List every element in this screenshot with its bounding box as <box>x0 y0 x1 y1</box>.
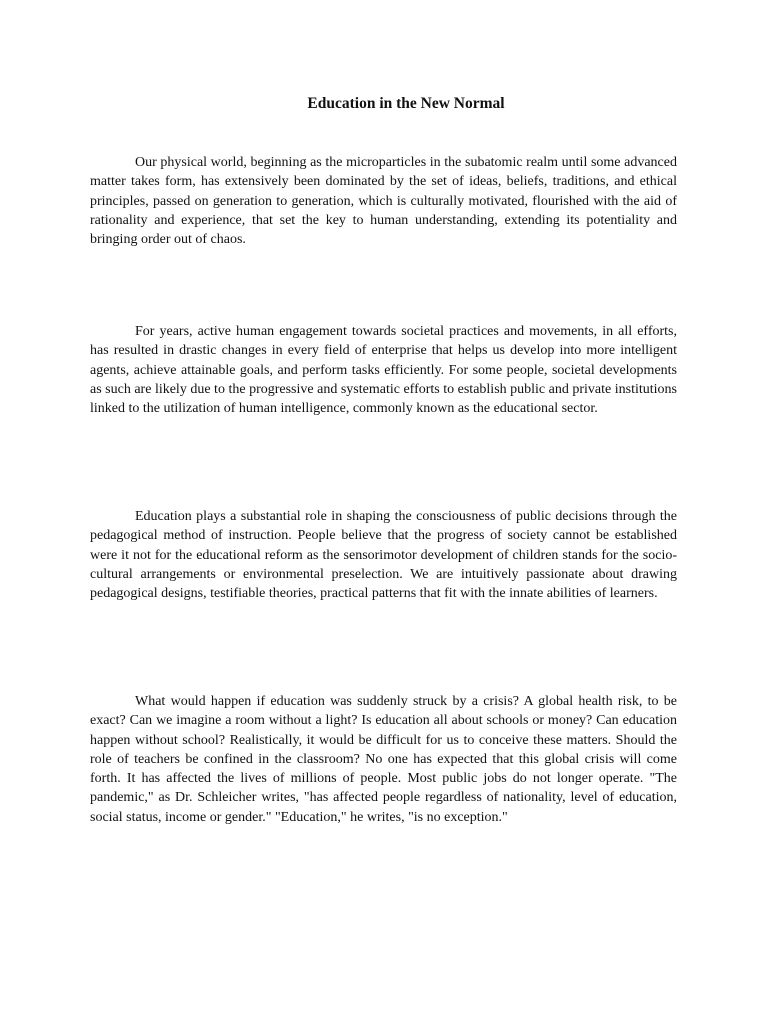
paragraph-1: Our physical world, beginning as the microparticles in the subatomic realm until some advanced matter takes form, has extensively been dominated by the set of ideas, beliefs, traditions, and ethical principles, passed on generation to generation, which is culturally motivated, flourished with the aid of rationality and experience, that set the key to human understanding, extending its potentiality and bringing order out of chaos. <box>90 155 677 248</box>
paragraph-2: For years, active human engagement towards societal practices and movements, in all efforts, has resulted in drastic changes in every field of enterprise that helps us develop into more intelligent agents, achieve attainable goals, and perform tasks efficiently. For some people, societal developments as such are likely due to the progressive and systematic efforts to establish public and private institutions linked to the utilization of human intelligence, commonly known as the educational sector. <box>90 324 677 417</box>
paragraph-4: What would happen if education was suddenly struck by a crisis? A global health risk, to be exact? Can we imagine a room without a light? Is education all about schools or money? Can education happen without school? Realistically, it would be difficult for us to conceive these matters. Should the role of teachers be confined in the classroom? No one has expected that this global crisis will come forth. It has affected the lives of millions of people. Most public jobs do not longer operate. "The pandemic," as Dr. Schleicher writes, "has affected people regardless of nationality, level of education, social status, income or gender." "Education," he writes, "is no exception." <box>90 694 677 825</box>
paragraph-3: Education plays a substantial role in shaping the consciousness of public decisions through the pedagogical method of instruction. People believe that the progress of society cannot be established were it not for the educational reform as the sensorimotor development of children stands for the socio-cultural arrangements or environmental preselection. We are intuitively passionate about drawing pedagogical designs, testifiable theories, practical patterns that fit with the innate abilities of learners. <box>90 509 677 602</box>
document-title: Education in the New Normal <box>307 95 505 112</box>
